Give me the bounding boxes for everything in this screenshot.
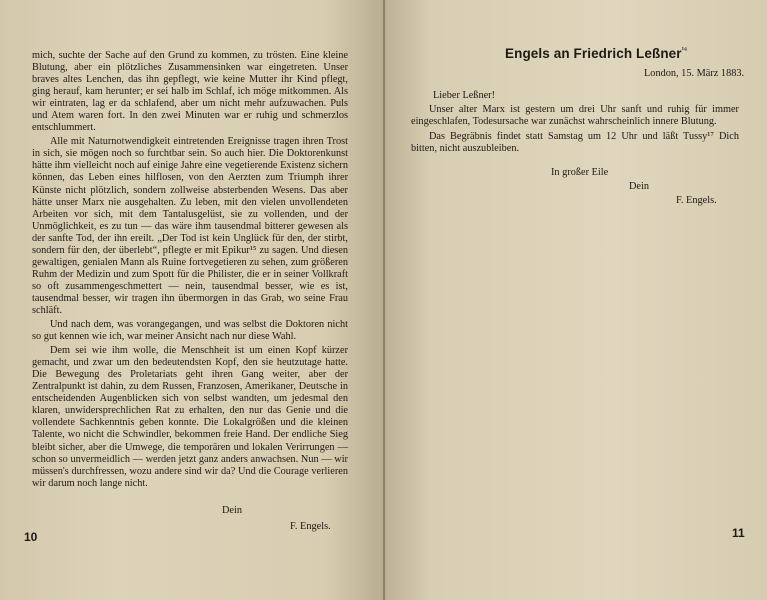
left-paragraph-2: Alle mit Naturnotwendigkeit eintretenden Ereignisse tragen ihren Trost in sich, sie mögen noch so furchtbar sein. So auch hier. Die Doktorenkunst hätte ihm vielleicht noch auf einige Jahre eine vegetierende Existenz sichern können, das Leben eines hilflosen, von den Aerzten zum Triumph ihrer Künste nicht plötzlich, sondern zollweise absterbenden Wesens. Das aber hätte unser Marx nie ausgehalten. Zu leben, mit den vielen unvollendeten Arbeiten vor sich, mit dem Tantalusgelüst, sie zu vollenden, und der Unmöglichkeit, es zu tun — das wäre ihm tausendmal bitterer gewesen als der sanfte Tod, der ihn ereilt. „Der Tod ist kein Unglück für den, der stirbt, sondern für den, der überlebt“, pflegte er mit Epikur¹⁵ zu sagen. Und diesen gewaltigen, genialen Mann als Ruine fortvegetieren zu sehen, zum größeren Ruhm der Medizin und zum Spott für die Philister, die er in seiner Vollkraft so oft zusammengeschmettert — nein, tausendmal besser, wie es ist, tausendmal besser, wir tragen ihn übermorgen in das Grab, wo seine Frau schläft. <box>32 136 348 316</box>
left-page-number: 10 <box>24 530 38 544</box>
left-paragraph-1: mich, suchte der Sache auf den Grund zu kommen, zu trösten. Eine kleine Blutung, aber ein plötzliches Zusammensinken war eingetreten. Unser braves altes Lenchen, das ihn gepflegt, wie keine Mutter ihr Kind pflegt, ging herauf, kam herunter; er sei halb im Schlaf, ich möge mitkommen. Als wir eintraten, lag er da schlafend, aber um nicht mehr aufzuwachen. Puls und Atem waren fort. In den zwei Minuten war er ruhig und schmerzlos entschlummert. <box>32 50 348 134</box>
letter-title <box>505 46 687 61</box>
letter-paragraph-1: Unser alter Marx ist gestern um drei Uhr sanft und ruhig für immer eingeschlafen, Todesursache war zunächst wahrscheinlich innere Blutung. <box>411 104 739 127</box>
letter-title-note: ¹⁶ <box>681 47 688 54</box>
letter-title-text: Engels an Friedrich Leßner <box>505 46 682 61</box>
letter-salutation: Lieber Leßner! <box>433 90 496 101</box>
left-signature: F. Engels. <box>290 521 331 532</box>
left-closing: Dein <box>222 505 243 516</box>
letter-closing-1: In großer Eile <box>551 167 609 178</box>
letter-paragraph-2: Das Begräbnis findet statt Samstag um 12 Uhr und läßt Tussy¹⁷ Dich bitten, nicht auszubleiben. <box>411 131 739 154</box>
left-page <box>0 0 383 600</box>
left-paragraph-4: Dem sei wie ihm wolle, die Menschheit ist um einen Kopf kürzer gemacht, und zwar um den bedeutendsten Kopf, den sie heutzutage hatte. Die Bewegung des Proletariats geht ihren Gang weiter, aber der Zentralpunkt ist dahin, zu dem Russen, Franzosen, Amerikaner, Deutsche in entscheidenden Augenblicken sich von selbst wandten, um jedesmal den klaren, unwidersprechlichen Rat zu erhalten, den nur das Genie und die vollendete Sachkenntnis geben konnte. Die Lokalgrößen und die kleinen Talente, wo nicht die Schwindler, bekommen freie Hand. Der endliche Sieg bleibt sicher, aber die Umwege, die temporären und lokalen Verirrungen — schon so unvermeidlich — werden jetzt ganz anders anwachsen. Nun — wir müssen's durchfressen, wozu andere sind wir da? Und die Courage verlieren wir darum noch lange nicht. <box>32 345 348 489</box>
letter-signature: F. Engels. <box>676 195 717 206</box>
left-paragraph-3: Und nach dem, was vorangegangen, und was selbst die Doktoren nicht so gut kennen wie ich, war meiner Ansicht nach nur diese Wahl. <box>32 319 348 343</box>
letter-body <box>411 104 739 158</box>
letter-place-date: London, 15. März 1883. <box>644 68 745 79</box>
letter-closing-2: Dein <box>629 181 650 192</box>
right-page <box>385 0 767 600</box>
right-page-number: 11 <box>732 526 745 540</box>
left-page-text <box>32 50 348 492</box>
